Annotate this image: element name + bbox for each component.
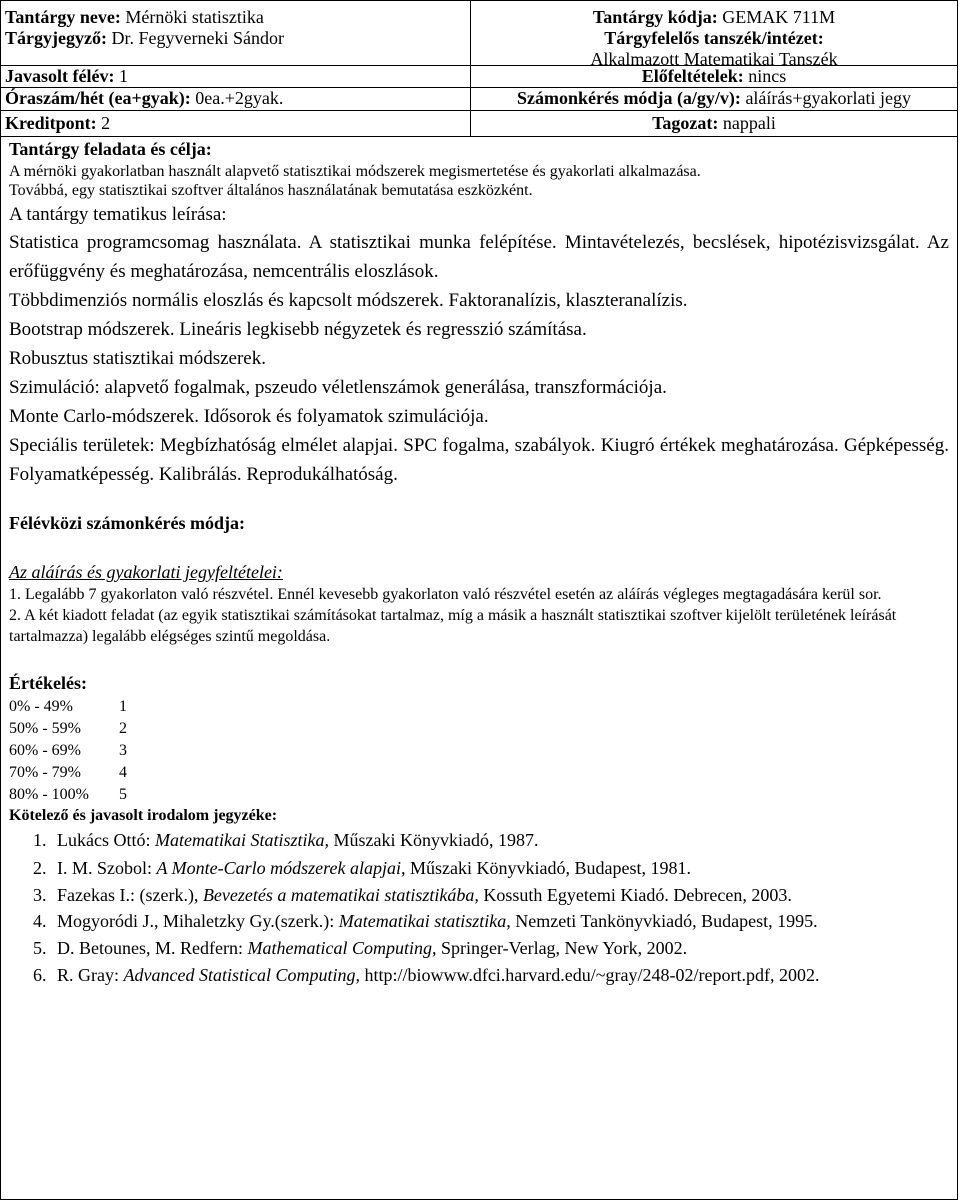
exam-cell [471, 88, 957, 110]
grade-range: 0% - 49% [9, 698, 73, 715]
grading-row [9, 719, 949, 738]
ref-title: Advanced Statistical Computing, [123, 965, 360, 985]
dept-label-line [475, 28, 953, 49]
mode-cell [471, 111, 957, 136]
ref-publisher: http://biowww.dfci.harvard.edu/~gray/248-02/report.pdf, 2002. [359, 965, 820, 985]
aim-line-1: A mérnöki gyakorlatban használt alapvető statisztikai módszerek megismertetése és gyakorlati alkalmazása. [9, 163, 701, 180]
code: GEMAK 711M [722, 7, 836, 27]
header-row-4 [1, 111, 957, 137]
header-left-1 [1, 1, 471, 65]
header-row-2 [1, 66, 957, 88]
literature-heading-text: Kötelező és javasolt irodalom jegyzéke: [9, 807, 278, 824]
subject-name-label: Tantárgy neve: [5, 7, 121, 27]
body-section [1, 139, 957, 988]
mode: nappali [722, 113, 776, 133]
ref-publisher: Műszaki Könyvkiadó, 1987. [328, 830, 539, 850]
grade-range: 80% - 100% [9, 786, 89, 803]
grade-value: 1 [119, 698, 127, 715]
literature-item [51, 826, 949, 854]
condition-2: 2. A két kiadott feladat (az egyik statisztikai számításokat tartalmaz, míg a másik a használt statisztikai szoftver kijelölt területének leírását tartalmazza) legalább elégséges szintű megoldása. [9, 607, 897, 645]
topics-p3: Bootstrap módszerek. Lineáris legkisebb négyzetek és regresszió számítása. [9, 319, 587, 340]
ref-author: Mogyoródi J., Mihaletzky Gy.(szerk.): [57, 911, 339, 931]
exam: aláírás+gyakorlati jegy [745, 88, 912, 108]
grade-range: 60% - 69% [9, 742, 81, 759]
grading-table [9, 697, 949, 804]
grade-value: 3 [119, 742, 127, 759]
ref-publisher: Springer-Verlag, New York, 2002. [436, 938, 688, 958]
prereq-cell [471, 66, 957, 87]
ref-author: Fazekas I.: (szerk.), [57, 885, 203, 905]
literature-item [51, 908, 949, 934]
header-row-3 [1, 88, 957, 111]
hours-label: Óraszám/hét (ea+gyak): [5, 88, 191, 108]
topics-p5: Szimuláció: alapvető fogalmak, pszeudo véletlenszámok generálása, transzformációja. [9, 377, 667, 398]
ref-title: A Monte-Carlo módszerek alapjai, [156, 858, 406, 878]
topics-p7: Speciális területek: Megbízhatóság elmélet alapjai. SPC fogalma, szabályok. Kiugró értékek meghatározása. Gépképesség. Folyamatképesség. Kalibrálás. Reprodukálhatóság. [9, 435, 949, 485]
ref-author: D. Betounes, M. Redfern: [57, 938, 248, 958]
literature-item [51, 882, 949, 908]
topics-p2: Többdimenziós normális eloszlás és kapcsolt módszerek. Faktoranalízis, klaszteranalízis. [9, 290, 688, 311]
ref-author: R. Gray: [57, 965, 124, 985]
ref-title: Bevezetés a matematikai statisztikába, [202, 885, 479, 905]
topics-heading: A tantárgy tematikus leírása: [9, 204, 227, 225]
grading-heading-text: Értékelés: [9, 673, 87, 693]
ref-title: Matematikai Statisztika, [154, 830, 329, 850]
grading-heading [9, 673, 949, 694]
header-right-1 [471, 1, 957, 69]
mode-label: Tagozat: [652, 113, 719, 133]
ref-author: I. M. Szobol: [57, 858, 157, 878]
assessment-heading [9, 513, 949, 534]
assessment-heading-text: Félévközi számonkérés módja: [9, 513, 245, 533]
conditions-heading [9, 562, 949, 583]
responsible: Dr. Fegyverneki Sándor [111, 28, 284, 48]
grading-row [9, 741, 949, 760]
dept: Alkalmazott Matematikai Tanszék [590, 49, 838, 69]
literature-list [9, 826, 949, 988]
prereq: nincs [748, 66, 787, 86]
literature-item [51, 854, 949, 882]
grading-row [9, 785, 949, 804]
ref-publisher: Nemzeti Tankönyvkiadó, Budapest, 1995. [510, 911, 818, 931]
semester-cell [1, 66, 471, 87]
conditions-heading-text: Az aláírás és gyakorlati jegyfeltételei: [9, 562, 283, 582]
code-line [475, 7, 953, 28]
responsible-label: Tárgyjegyző: [5, 28, 107, 48]
hours-cell [1, 88, 471, 110]
topics-p4: Robusztus statisztikai módszerek. [9, 348, 266, 369]
subject-name-line [5, 7, 466, 28]
ref-title: Matematikai statisztika, [338, 911, 511, 931]
credit-cell [1, 111, 471, 136]
grade-range: 70% - 79% [9, 764, 81, 781]
header-row-1 [1, 1, 957, 69]
topics-p1: Statistica programcsomag használata. A statisztikai munka felépítése. Mintavételezés, becslések, hipotézisvizsgálat. Az erőfüggvény és meghatározása, nemcentrális eloszlások. [9, 232, 949, 282]
aim-line-2: Továbbá, egy statisztikai szoftver általános használatának bemutatása eszközként. [9, 182, 533, 199]
responsible-line [5, 28, 466, 49]
semester-label: Javasolt félév: [5, 66, 115, 86]
ref-publisher: Kossuth Egyetemi Kiadó. Debrecen, 2003. [478, 885, 792, 905]
credit-label: Kreditpont: [5, 113, 97, 133]
semester: 1 [118, 66, 128, 86]
credit: 2 [101, 113, 111, 133]
subject-name: Mérnöki statisztika [125, 7, 264, 27]
topics-p6: Monte Carlo-módszerek. Idősorok és folyamatok szimulációja. [9, 406, 489, 427]
literature-item [51, 962, 949, 988]
prereq-label: Előfeltételek: [641, 66, 744, 86]
literature-heading [9, 806, 949, 826]
literature-item [51, 934, 949, 962]
ref-title: Mathematical Computing, [247, 938, 437, 958]
grade-value: 5 [119, 786, 127, 803]
exam-label: Számonkérés módja (a/gy/v): [516, 88, 741, 108]
grade-value: 4 [119, 764, 127, 781]
grading-row [9, 763, 949, 782]
aim-heading [9, 139, 949, 160]
dept-label: Tárgyfelelős tanszék/intézet: [604, 28, 824, 48]
grading-row [9, 697, 949, 716]
grade-value: 2 [119, 720, 127, 737]
aim-heading-text: Tantárgy feladata és célja: [9, 139, 212, 159]
code-label: Tantárgy kódja: [592, 7, 718, 27]
hours: 0ea.+2gyak. [195, 88, 284, 108]
ref-author: Lukács Ottó: [57, 830, 155, 850]
grade-range: 50% - 59% [9, 720, 81, 737]
condition-1: 1. Legalább 7 gyakorlaton való részvétel. Ennél kevesebb gyakorlaton való részvétel esetén az aláírás végleges megtagadására kerül sor. [9, 586, 882, 603]
ref-publisher: Műszaki Könyvkiadó, Budapest, 1981. [405, 858, 691, 878]
